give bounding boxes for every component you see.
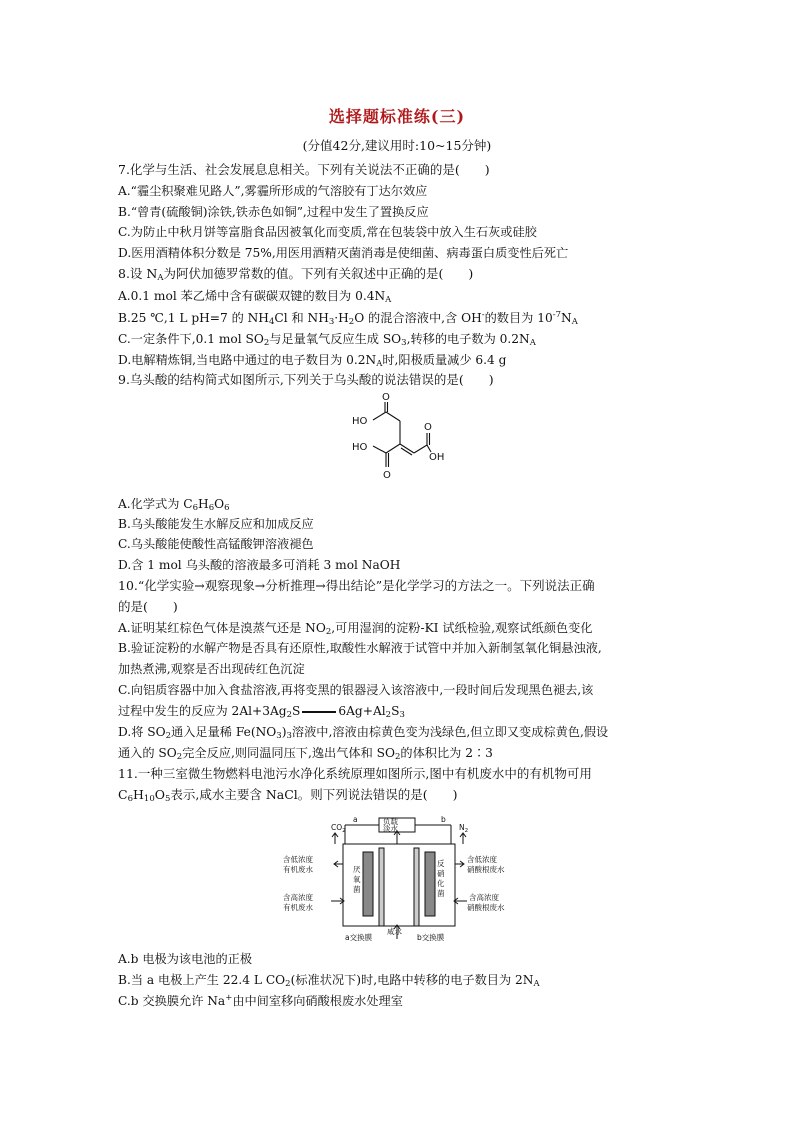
q10-stem-line1: 10.“化学实验→观察现象→分析推理→得出结论”是化学学习的方法之一。下列说法正确 <box>118 578 595 593</box>
mol-ho-lower: HO <box>352 442 368 453</box>
diagram-brine: 咸水 <box>387 927 402 936</box>
q10-option-c-line1: C.向铝质容器中加入食盐溶液,再将变黑的银器浸入该溶液中,一段时间后发现黑色褪去,该 <box>118 683 594 697</box>
q7-option-c: C.为防止中秋月饼等富脂食品因被氧化而变质,常在包装袋中放入生石灰或硅胶 <box>118 225 537 239</box>
q10-option-d-line2: 通入的 $SO_2$完全反应,则同温同压下,逸出气体和 $SO_2$的体积比为 2∶3 <box>118 746 493 762</box>
q10-option-a: A.证明某红棕色气体是溴蒸气还是 $NO_2$,可用湿润的淀粉-KI 试纸检验,观察试纸颜色变化 <box>118 621 593 637</box>
q9-option-b: B.乌头酸能发生水解反应和加成反应 <box>118 517 314 531</box>
page-title: 选择题标准练(三) <box>328 107 466 126</box>
q8-option-b: B.25 ℃,1 L pH=7 的 $NH_4Cl$ 和 $NH_3\cdot H_2O$ 的混合溶液中,含 OH-的数目为 $10^{-7}N_A$ <box>118 310 578 327</box>
q9-option-a: A.化学式为 $C_6H_6O_6$ <box>118 497 230 513</box>
mol-o-top: O <box>382 392 390 403</box>
diagram-denitrify-4: 菌 <box>437 889 445 898</box>
q11-option-a: A.b 电极为该电池的正极 <box>118 952 253 966</box>
q9-option-c: C.乌头酸能使酸性高锰酸钾溶液褪色 <box>118 537 314 551</box>
q10-option-d-line1: D.将 $SO_2$通入足量稀 $Fe(NO_3)_3$溶液中,溶液由棕黄色变为浅绿色,但立即又变成棕黄色,假设 <box>118 725 609 741</box>
q8-option-c: C.一定条件下,0.1 mol $SO_2$与足量氧气反应生成 $SO_3$,转移的电子数为 $0.2N_A$ <box>118 332 536 348</box>
q7-option-d: D.医用酒精体积分数是 75%,用医用酒精灭菌消毒是使细菌、病毒蛋白质变性后死亡 <box>118 246 569 260</box>
diagram-right-high-1: 含高浓度 <box>469 893 499 902</box>
diagram-anaerobe-2: 氧 <box>353 875 361 884</box>
q10-option-b-line2: 加热煮沸,观察是否出现砖红色沉淀 <box>118 662 305 676</box>
diagram-right-high-2: 硝酸根废水 <box>467 903 505 912</box>
q10-stem-line2: 的是( ) <box>118 599 178 614</box>
q7-option-b: B.“曾青(硫酸铜)涂铁,铁赤色如铜”,过程中发生了置换反应 <box>118 205 429 219</box>
q7-option-a: A.“霾尘积聚难见路人”,雾霾所形成的气溶胶有丁达尔效应 <box>118 184 428 198</box>
diagram-left-high-1: 含高浓度 <box>283 893 313 902</box>
page-subtitle: (分值42分,建议用时:10~15分钟) <box>302 138 492 153</box>
q11-stem-line1: 11.一种三室微生物燃料电池污水净化系统原理如图所示,图中有机废水中的有机物可用 <box>118 766 592 781</box>
mol-o-right: O <box>424 422 432 433</box>
q7-stem: 7.化学与生活、社会发展息息相关。下列有关说法不正确的是( ) <box>118 162 490 177</box>
diagram-load-line1: 负载 <box>383 817 398 826</box>
mol-ho-upper: HO <box>352 416 368 427</box>
diagram-denitrify-3: 化 <box>437 879 445 888</box>
diagram-denitrify-1: 反 <box>437 859 445 868</box>
q8-option-a: A.0.1 mol 苯乙烯中含有碳碳双键的数目为 $0.4N_A$ <box>118 289 392 305</box>
diagram-electrode-a-label: a <box>353 815 358 824</box>
q8-option-d: D.电解精炼铜,当电路中通过的电子数目为 $0.2N_A$时,阳极质量减少 6.4 g <box>118 353 507 369</box>
diagram-load-line2: 淡水 <box>383 824 398 833</box>
diagram-left-high-2: 有机废水 <box>283 903 313 912</box>
q11-option-c: C.b 交换膜允许 Na+由中间室移向硝酸根废水处理室 <box>118 993 403 1008</box>
diagram-co2: $CO_2$ <box>331 823 346 834</box>
mol-oh-right: OH <box>429 452 445 463</box>
q8-stem: 8.设 $N_A$为阿伏加德罗常数的值。下列有关叙述中正确的是( ) <box>118 266 474 283</box>
aconitic-acid-structure <box>345 390 445 490</box>
diagram-left-low-2: 有机废水 <box>283 865 313 874</box>
q11-option-b: B.当 a 电极上产生 22.4 L $CO_2$(标准状况下)时,电路中转移的电子数目为 $2N_A$ <box>118 973 540 989</box>
diagram-membrane-a: a交换膜 <box>345 933 373 942</box>
diagram-electrode-b-label: b <box>441 815 446 824</box>
q10-option-b-line1: B.验证淀粉的水解产物是否具有还原性,取酸性水解液于试管中并加入新制氢氧化铜悬浊液, <box>118 641 602 655</box>
q9-option-d: D.含 1 mol 乌头酸的溶液最多可消耗 3 mol NaOH <box>118 558 401 572</box>
diagram-anaerobe-3: 菌 <box>353 885 361 894</box>
diagram-denitrify-2: 硝 <box>437 869 445 878</box>
diagram-anaerobe-1: 厌 <box>353 865 361 874</box>
q9-stem: 9.乌头酸的结构简式如图所示,下列关于乌头酸的说法错误的是( ) <box>118 372 494 387</box>
mol-o-bottom: O <box>383 470 391 481</box>
diagram-n2: $N_2$ <box>459 823 469 834</box>
diagram-left-low-1: 含低浓度 <box>283 855 313 864</box>
diagram-membrane-b: b交换膜 <box>417 933 445 942</box>
fuel-cell-diagram <box>283 814 515 944</box>
q10-option-c-line2: 过程中发生的反应为 $2Al+3Ag_2S$ $6Ag+Al_2S_3$ <box>118 704 405 720</box>
q11-stem-line2: $C_6H_{10}O_5$表示,咸水主要含 NaCl。则下列说法错误的是( ) <box>118 787 458 804</box>
diagram-right-low-1: 含低浓度 <box>467 855 497 864</box>
diagram-right-low-2: 硝酸根废水 <box>467 865 505 874</box>
